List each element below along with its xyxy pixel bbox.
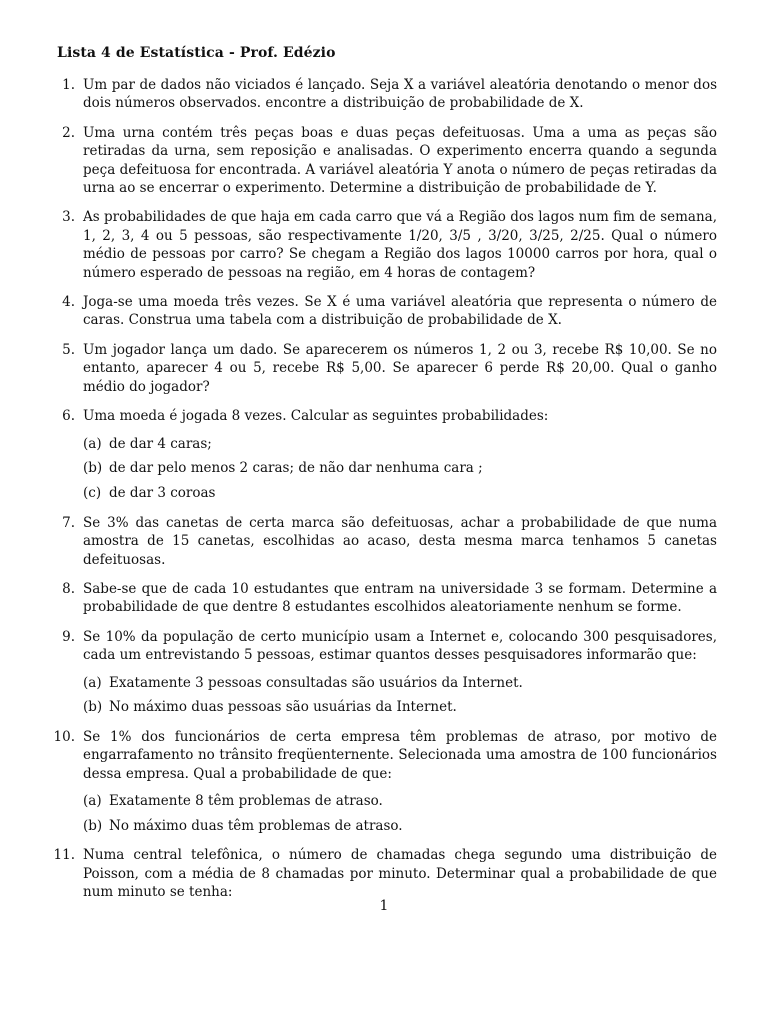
- subitem-text: de dar pelo menos 2 caras; de não dar nenhuma cara ;: [109, 460, 483, 477]
- problem-number: 1.: [62, 77, 75, 93]
- problem-7: [57, 514, 717, 569]
- subitem-list: [83, 435, 717, 503]
- page-number: 1: [379, 898, 389, 914]
- problem-text: Uma urna contém três peças boas e duas peças defeituosas. Uma a uma as peças são retiradas da urna, sem reposição e analisadas. O experimento encerra quando a segunda peça defeituosa for encontrada. A variável aleatória Y anota o número de peças retiradas da urna ao se encerrar o experimento. Determine a distribuição de probabilidade de Y.: [83, 124, 717, 197]
- subitem: [83, 817, 717, 835]
- problem-number: 9.: [62, 628, 75, 645]
- problem-number: 4.: [62, 294, 75, 311]
- subitem-text: de dar 3 coroas: [109, 485, 216, 502]
- subitem-text: No máximo duas pessoas são usuárias da Internet.: [109, 699, 457, 716]
- problem-number: 11.: [53, 847, 75, 864]
- subitem-label: (a): [83, 674, 102, 691]
- subitem-list: [83, 674, 717, 717]
- subitem-label: (b): [83, 818, 103, 834]
- problem-number: 7.: [62, 514, 75, 531]
- subitem-text: Exatamente 3 pessoas consultadas são usuários da Internet.: [109, 674, 523, 691]
- problem-1: [57, 76, 717, 113]
- problem-number: 3.: [62, 209, 75, 226]
- subitem: [83, 792, 717, 810]
- subitem-label: (a): [83, 793, 102, 810]
- problem-text: Sabe-se que de cada 10 estudantes que entram na universidade 3 se formam. Determine a probabilidade de que dentre 8 estudantes escolhidos aleatoriamente nenhum se forme.: [83, 580, 717, 616]
- subitem-list: [83, 792, 717, 835]
- problem-text: Se 10% da população de certo município usam a Internet e, colocando 300 pesquisadores, cada um entrevistando 5 pessoas, estimar quantos desses pesquisadores informarão que:: [83, 628, 717, 664]
- subitem: [83, 698, 717, 716]
- problem-3: [57, 208, 717, 282]
- subitem-label: (b): [83, 460, 103, 477]
- subitem-label: (b): [83, 699, 103, 716]
- problem-text: Um jogador lança um dado. Se aparecerem os números 1, 2 ou 3, recebe R$ 10,00. Se no entanto, aparecer 4 ou 5, recebe R$ 5,00. Se aparecer 6 perde R$ 20,00. Qual o ganho médio do jogador?: [83, 341, 717, 395]
- problem-10: [53, 728, 717, 836]
- subitem-label: (a): [83, 435, 102, 452]
- problem-6: [57, 407, 717, 503]
- problem-text: Se 3% das canetas de certa marca são defeituosas, achar a probabilidade de que numa amostra de 15 canetas, escolhidas ao acaso, desta mesma marca tenhamos 5 canetas defeituosas.: [83, 514, 717, 568]
- problem-number: 10.: [53, 728, 75, 745]
- problem-9: [57, 628, 717, 717]
- subitem-text: No máximo duas têm problemas de atraso.: [109, 818, 403, 834]
- problem-text: Uma moeda é jogada 8 vezes. Calcular as seguintes probabilidades:: [83, 408, 549, 425]
- problem-number: 2.: [62, 124, 75, 141]
- subitem: [83, 459, 717, 477]
- problem-number: 8.: [62, 580, 75, 597]
- problem-text: As probabilidades de que haja em cada carro que vá a Região dos lagos num fim de semana, 1, 2, 3, 4 ou 5 pessoas, são respectivamente 1/20, 3/5 , 3/20, 3/25, 2/25. Qual o número médio de pessoas por carro? Se chegam a Região dos lagos 10000 carros por hora, qual o número esperado de pessoas na região, em 4 horas de contagem?: [83, 209, 717, 281]
- subitem: [83, 674, 717, 692]
- problem-number: 6.: [62, 408, 75, 425]
- problem-11: [53, 846, 717, 901]
- problem-list: [53, 76, 717, 913]
- problem-number: 5.: [62, 341, 75, 358]
- problem-4: [57, 293, 717, 330]
- problem-2: [57, 124, 717, 198]
- document-title: Lista 4 de Estatística - Prof. Edézio: [57, 45, 336, 61]
- problem-text: Se 1% dos funcionários de certa empresa têm problemas de atraso, por motivo de engarrafamento no trânsito freqüenternente. Selecionada uma amostra de 100 funcionários dessa empresa. Qual a probabilidade de que:: [83, 728, 717, 782]
- subitem-text: Exatamente 8 têm problemas de atraso.: [109, 793, 383, 810]
- problem-text: Joga-se uma moeda três vezes. Se X é uma variável aleatória que representa o número de caras. Construa uma tabela com a distribuição de probabilidade de X.: [83, 294, 717, 329]
- subitem: [83, 484, 717, 502]
- subitem-text: de dar 4 caras;: [109, 435, 212, 452]
- problem-8: [57, 580, 717, 617]
- subitem-label: (c): [83, 485, 102, 502]
- problem-5: [57, 341, 717, 396]
- subitem: [83, 435, 717, 453]
- problem-text: Numa central telefônica, o número de chamadas chega segundo uma distribuição de Poisson, com a média de 8 chamadas por minuto. Determinar qual a probabilidade de que num minuto se tenha:: [83, 847, 717, 901]
- problem-text: Um par de dados não viciados é lançado. Seja X a variável aleatória denotando o menor dos dois números observados. encontre a distribuição de probabilidade de X.: [83, 77, 717, 112]
